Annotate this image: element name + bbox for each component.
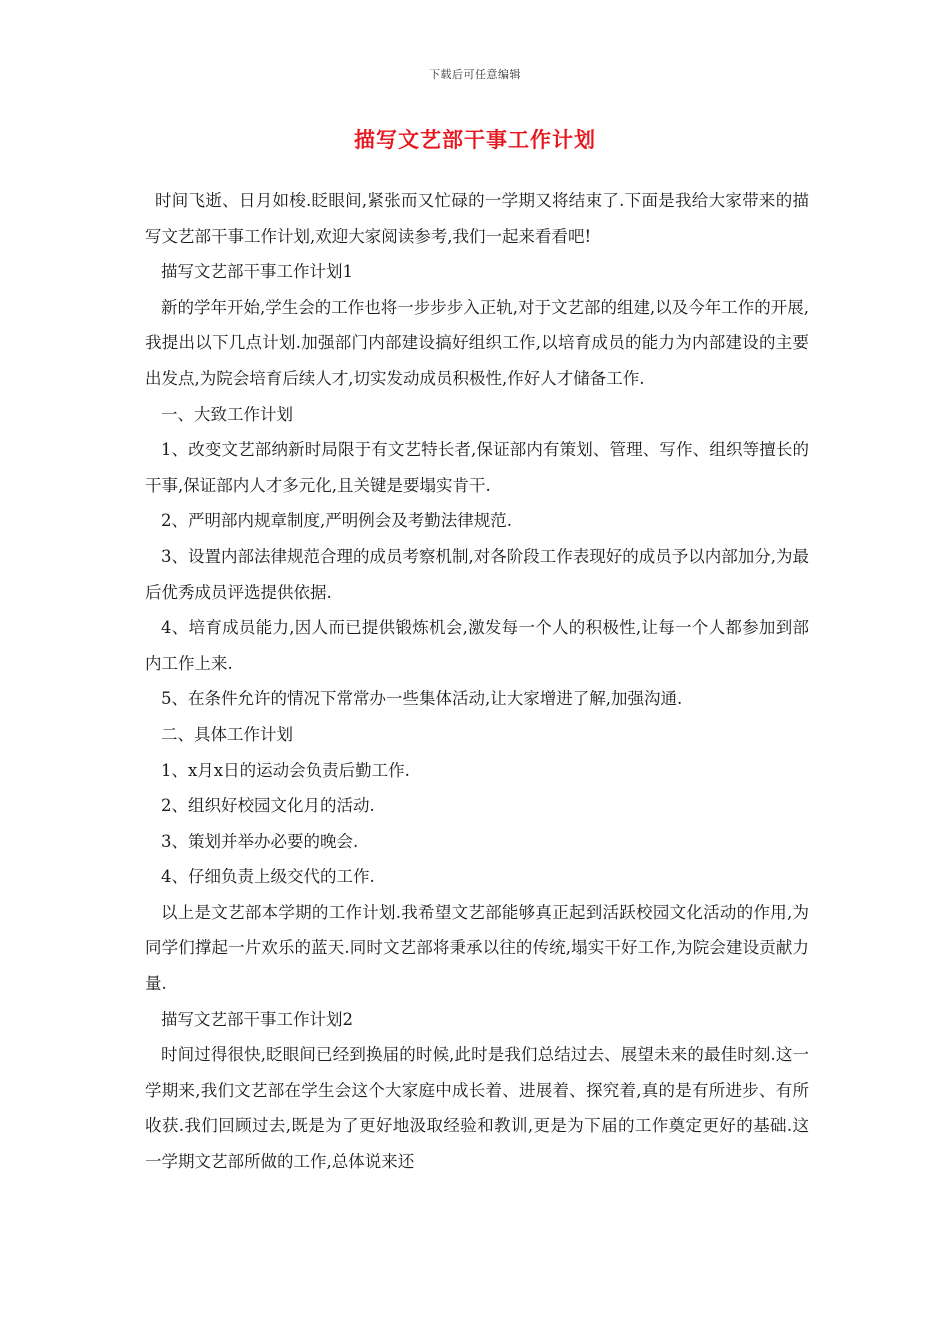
subheading-general-plan: 一、大致工作计划 [161,404,293,424]
header-note: 下载后可任意编辑 [429,68,521,81]
list-item: 1、x月x日的运动会负责后勤工作. [161,760,410,780]
section-heading-plan-1: 描写文艺部干事工作计划1 [161,262,353,282]
list-item: 3、设置内部法律规范合理的成员考察机制,对各阶段工作表现好的成员予以内部加分,为最后优秀成员评选提供依据. [145,546,809,602]
body-paragraph: 以上是文艺部本学期的工作计划.我希望文艺部能够真正起到活跃校园文化活动的作用,为同学们撑起一片欢乐的蓝天.同时文艺部将秉承以往的传统,塌实干好工作,为院会建设贡献力量. [145,902,809,994]
document-body [145,183,809,1180]
list-item: 2、组织好校园文化月的活动. [161,796,375,816]
list-item: 4、培育成员能力,因人而已提供锻炼机会,激发每一个人的积极性,让每一个人都参加到部内工作上来. [145,618,809,673]
list-item: 5、在条件允许的情况下常常办一些集体活动,让大家增进了解,加强沟通. [161,689,683,709]
list-item: 1、改变文艺部纳新时局限于有文艺特长者,保证部内有策划、管理、写作、组织等擅长的干事,保证部内人才多元化,且关键是要塌实肯干. [145,440,809,495]
list-item: 3、策划并举办必要的晚会. [161,831,359,851]
body-paragraph: 时间过得很快,眨眼间已经到换届的时候,此时是我们总结过去、展望未来的最佳时刻.这一学期来,我们文艺部在学生会这个大家庭中成长着、进展着、探究着,真的是有所进步、有所收获.我们回顾过去,既是为了更好地汲取经验和教训,更是为下届的工作奠定更好的基础.这一学期文艺部所做的工作,总体说来还 [145,1045,809,1172]
list-item: 4、仔细负责上级交代的工作. [161,867,375,887]
intro-paragraph: 时间飞逝、日月如梭.眨眼间,紧张而又忙碌的一学期又将结束了.下面是我给大家带来的描写文艺部干事工作计划,欢迎大家阅读参考,我们一起来看看吧! [145,191,809,246]
body-paragraph: 新的学年开始,学生会的工作也将一步步步入正轨,对于文艺部的组建,以及今年工作的开展,我提出以下几点计划.加强部门内部建设搞好组织工作,以培育成员的能力为内部建设的主要出发点,为院会培育后续人才,切实发动成员积极性,作好人才储备工作. [145,297,809,388]
section-heading-plan-2: 描写文艺部干事工作计划2 [161,1009,353,1029]
document-title: 描写文艺部干事工作计划 [354,127,596,152]
list-item: 2、严明部内规章制度,严明例会及考勤法律规范. [161,511,512,531]
subheading-specific-plan: 二、具体工作计划 [161,724,293,744]
